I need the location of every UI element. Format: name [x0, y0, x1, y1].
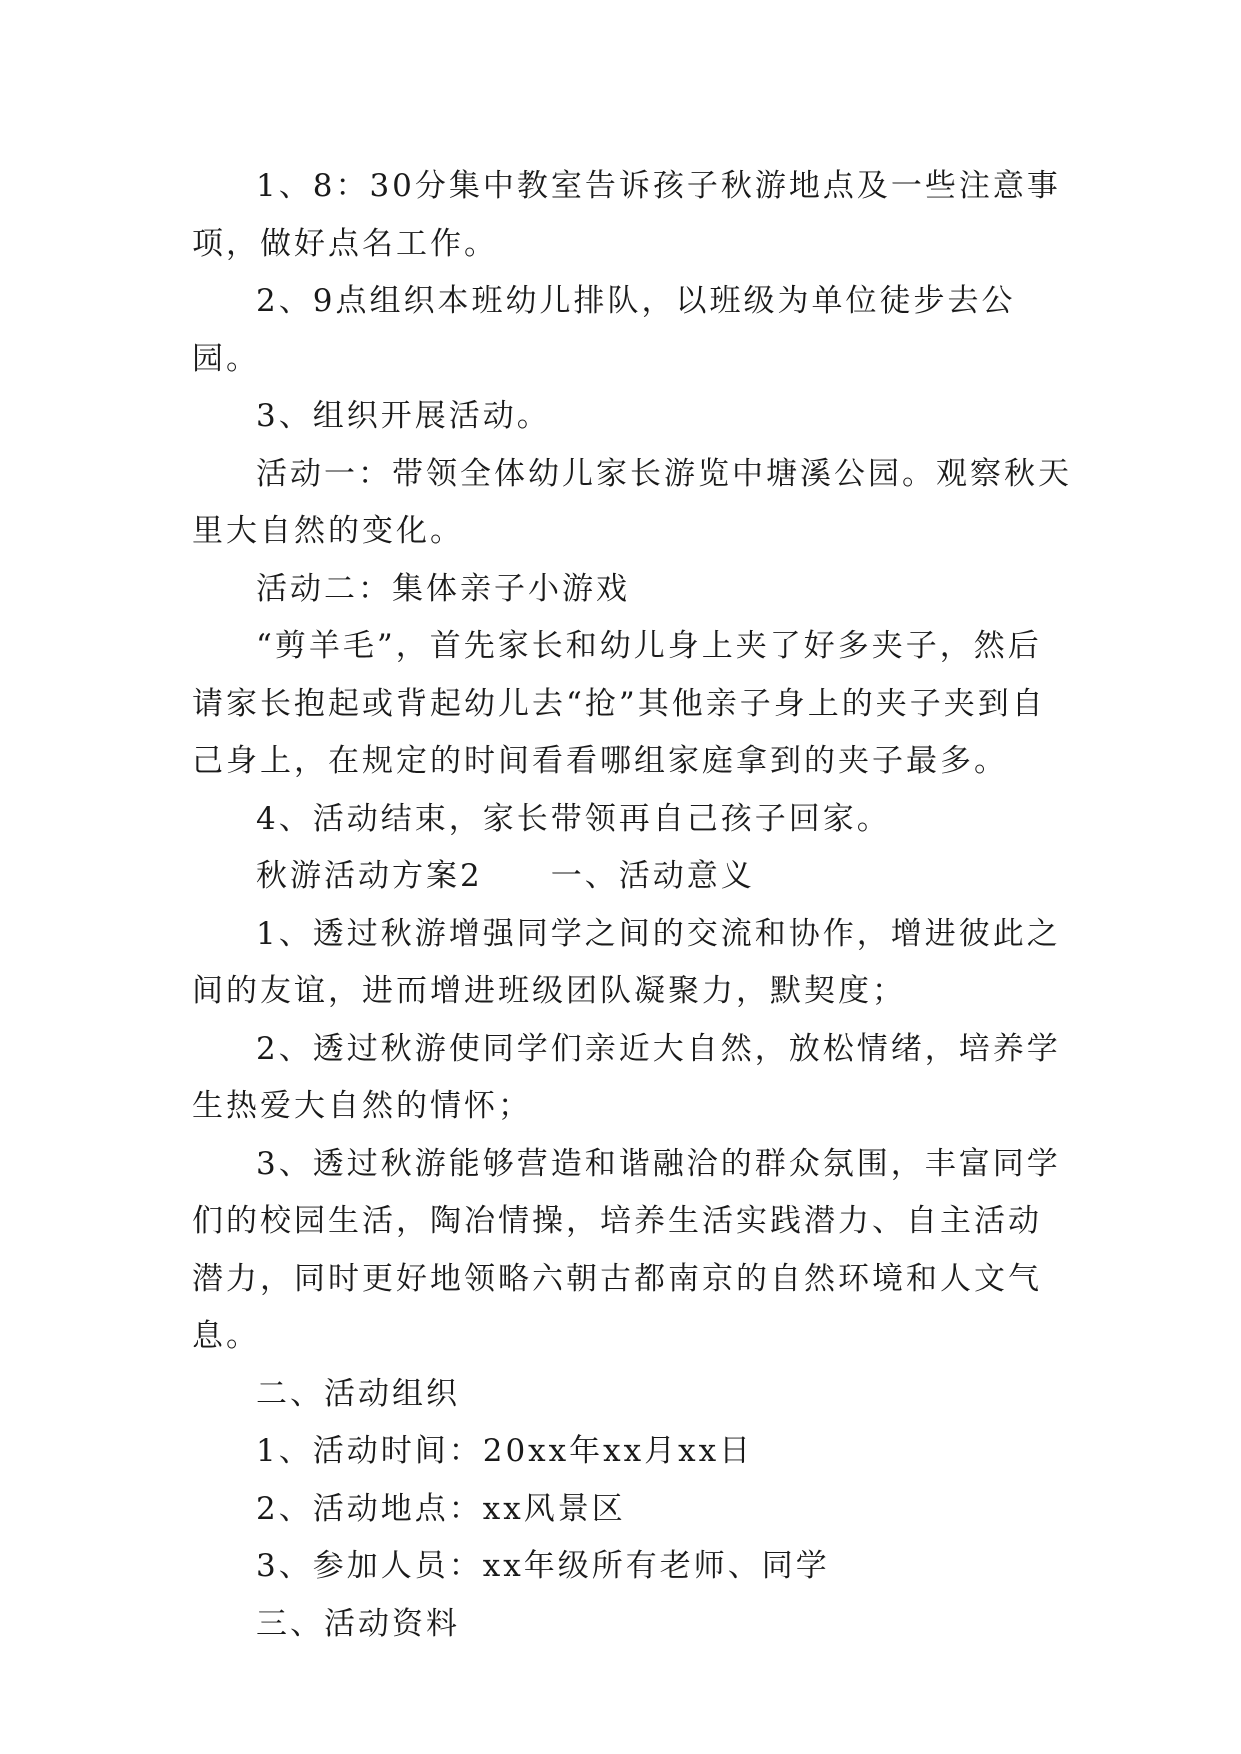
paragraph-participants: 3、参加人员：xx年级所有老师、同学: [256, 1548, 830, 1584]
document-body: [192, 158, 1072, 1653]
paragraph-activity-1: 活动一：带领全体幼儿家长游览中塘溪公园。观察秋天里大自然的变化。: [192, 455, 1072, 549]
paragraph-location: 2、活动地点：xx风景区: [256, 1490, 626, 1527]
paragraph-meaning-2: 2、透过秋游使同学们亲近大自然，放松情绪，培养学生热爱大自然的情怀；: [192, 1030, 1061, 1124]
paragraph-schedule-1: 1、8：30分集中教室告诉孩子秋游地点及一些注意事项，做好点名工作。: [192, 168, 1061, 262]
paragraph-time: 1、活动时间：20xx年xx月xx日: [256, 1433, 754, 1469]
paragraph-game-description: “剪羊毛”，首先家长和幼儿身上夹了好多夹子，然后请家长抱起或背起幼儿去“抢”其他亲子身上的夹子夹到自己身上，在规定的时间看看哪组家庭拿到的夹子最多。: [192, 628, 1046, 779]
paragraph-schedule-2: 2、9点组织本班幼儿排队，以班级为单位徒步去公园。: [192, 283, 1016, 377]
paragraph-meaning-1: 1、透过秋游增强同学之间的交流和协作，增进彼此之间的友谊，进而增进班级团队凝聚力，默契度；: [192, 915, 1061, 1009]
section-heading-materials: 三、活动资料: [256, 1605, 460, 1642]
section-heading-organization: 二、活动组织: [256, 1375, 460, 1412]
paragraph-activity-2: 活动二：集体亲子小游戏: [256, 570, 630, 607]
paragraph-meaning-3: 3、透过秋游能够营造和谐融洽的群众氛围，丰富同学们的校园生活，陶冶情操，培养生活实践潜力、自主活动潜力，同时更好地领略六朝古都南京的自然环境和人文气息。: [192, 1145, 1061, 1354]
section-heading-plan-2: 秋游活动方案2 一、活动意义: [256, 858, 755, 894]
paragraph-schedule-4: 4、活动结束，家长带领再自己孩子回家。: [256, 800, 891, 837]
paragraph-schedule-3: 3、组织开展活动。: [256, 398, 551, 434]
